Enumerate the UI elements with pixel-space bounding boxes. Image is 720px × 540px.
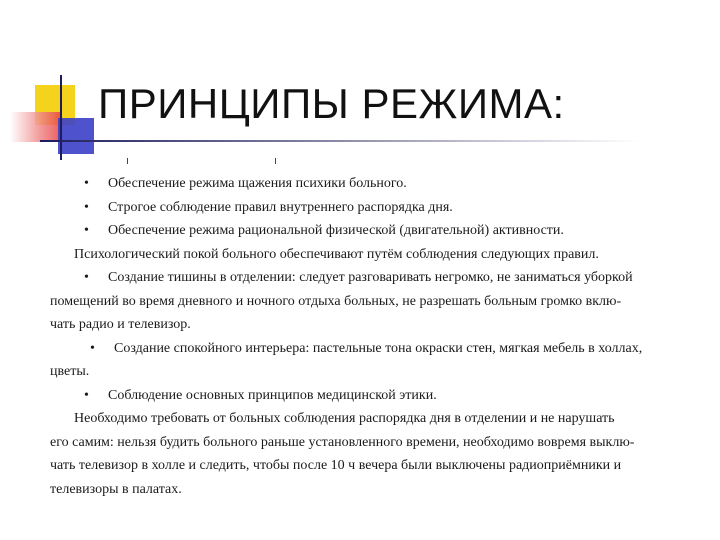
bullet-item: [70, 384, 702, 408]
paragraph-line: его самим: нельзя будить больного раньше установленного времени, необходимо вовремя выклю-: [50, 434, 635, 450]
paragraph-line: цветы.: [50, 364, 90, 379]
bullet-marker: •: [84, 223, 89, 238]
bullet-marker: •: [84, 270, 89, 285]
bullet-text: Строгое соблюдение правил внутреннего распорядка дня.: [108, 199, 453, 215]
paragraph-line: Необходимо требовать от больных соблюдения распорядка дня в отделении и не нарушать: [74, 411, 615, 426]
bullet-text: Обеспечение режима щажения психики больного.: [108, 176, 407, 191]
paragraph-line: помещений во время дневного и ночного отдыха больных, не разрешать больным громко вклю-: [50, 293, 622, 309]
bullet-item: [70, 172, 702, 196]
decor-blue-square: [58, 118, 94, 154]
decor-tick-mark: [275, 158, 276, 164]
bullet-item: [70, 266, 702, 290]
paragraph-line: Психологический покой больного обеспечивают путём соблюдения следующих правил.: [74, 246, 599, 262]
slide-title: ПРИНЦИПЫ РЕЖИМА:: [98, 80, 565, 127]
bullet-item: [70, 219, 702, 243]
paragraph-line: чать радио и телевизор.: [50, 317, 191, 332]
bullet-marker: •: [84, 176, 89, 191]
bullet-text: Соблюдение основных принципов медицинской этики.: [108, 387, 437, 403]
paragraph-line: телевизоры в палатах.: [50, 481, 182, 497]
decor-vertical-line: [60, 75, 62, 160]
decor-horizontal-line: [40, 140, 640, 142]
decor-red-square: [10, 112, 60, 142]
bullet-marker: •: [90, 340, 95, 356]
slide-body: [50, 172, 702, 501]
bullet-item: [70, 337, 702, 361]
bullet-text: Обеспечение режима рациональной физической (двигательной) активности.: [108, 223, 564, 238]
bullet-marker: •: [84, 387, 89, 403]
paragraph-line: чать телевизор в холле и следить, чтобы после 10 ч вечера были выключены радиоприёмники и: [50, 458, 622, 473]
bullet-text: Создание тишины в отделении: следует разговаривать негромко, не заниматься уборкой: [108, 270, 633, 285]
bullet-marker: •: [84, 199, 89, 215]
decor-tick-mark: [127, 158, 128, 164]
bullet-text: Создание спокойного интерьера: пастельные тона окраски стен, мягкая мебель в холлах,: [114, 340, 643, 356]
bullet-item: [70, 196, 702, 220]
